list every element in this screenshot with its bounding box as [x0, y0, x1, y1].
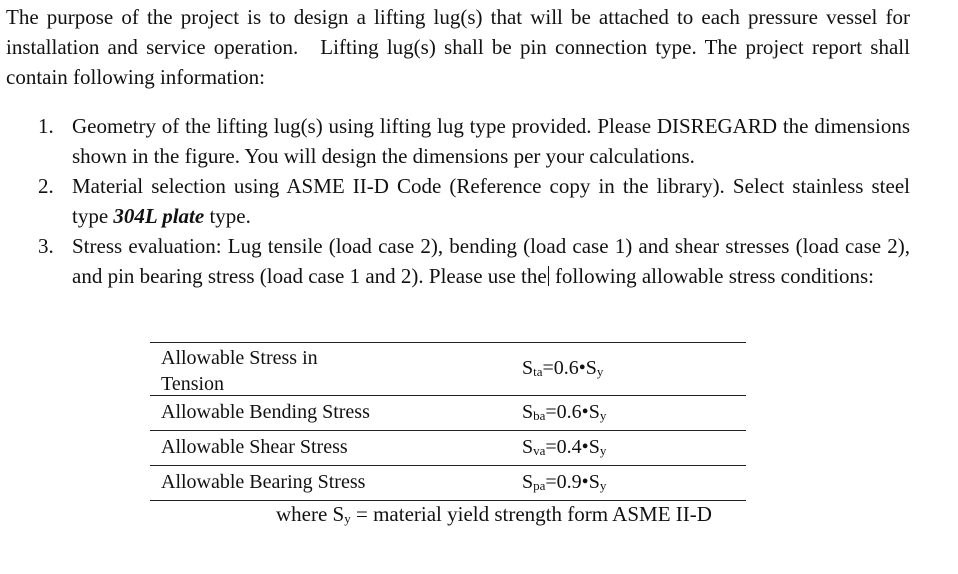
requirements-list: [38, 111, 910, 291]
intro-paragraph: [6, 2, 910, 92]
list-item: [38, 111, 910, 171]
list-number: 1.: [38, 114, 54, 138]
intro-sentence-2: Lifting lug(s) shall be pin connection type. The project report shall contain following information:: [6, 35, 910, 89]
row-formula: Sba=0.6•Sy: [522, 401, 607, 423]
row-formula: Sta=0.6•Sy: [522, 357, 604, 379]
row-label: Allowable Shear Stress: [161, 436, 348, 458]
list-item-text: Stress evaluation: Lug tensile (load case 2), bending (load case 1) and shear stresses (load case 2), and pin bearing stress (load case 1 and 2). Please use the: [72, 234, 910, 288]
table-note: where Sy = material yield strength form ASME II-D: [276, 502, 712, 526]
material-emphasis: 304L plate: [113, 204, 205, 228]
text-cursor: [548, 266, 549, 286]
list-item-text: Geometry of the lifting lug(s) using lifting lug type provided. Please DISREGARD the dimensions shown in the figure. You will design the dimensions per your calculations.: [72, 114, 910, 168]
row-label: Allowable Bearing Stress: [161, 471, 366, 493]
table-row: [150, 342, 746, 395]
list-item-text: Material selection using ASME II-D Code (Reference copy in the library). Select stainless steel type: [72, 174, 910, 228]
row-label: Allowable Bending Stress: [161, 401, 370, 423]
table-row: [150, 465, 746, 501]
intro-sentence-1: The purpose of the project is to design a lifting lug(s) that will be attached to each pressure vessel for installation and service operation.: [6, 5, 910, 59]
list-item: [38, 231, 910, 291]
list-number: 2.: [38, 174, 54, 198]
list-number: 3.: [38, 234, 54, 258]
allowable-stress-table: [150, 342, 746, 501]
list-item-text-end: following allowable stress conditions:: [549, 264, 874, 288]
list-item-text-end: type.: [204, 204, 251, 228]
row-label: Allowable Stress in Tension: [161, 347, 318, 395]
row-formula: Spa=0.9•Sy: [522, 471, 607, 493]
table-row: [150, 395, 746, 430]
row-formula: Sva=0.4•Sy: [522, 436, 607, 458]
table-row: [150, 430, 746, 465]
list-item: [38, 171, 910, 231]
